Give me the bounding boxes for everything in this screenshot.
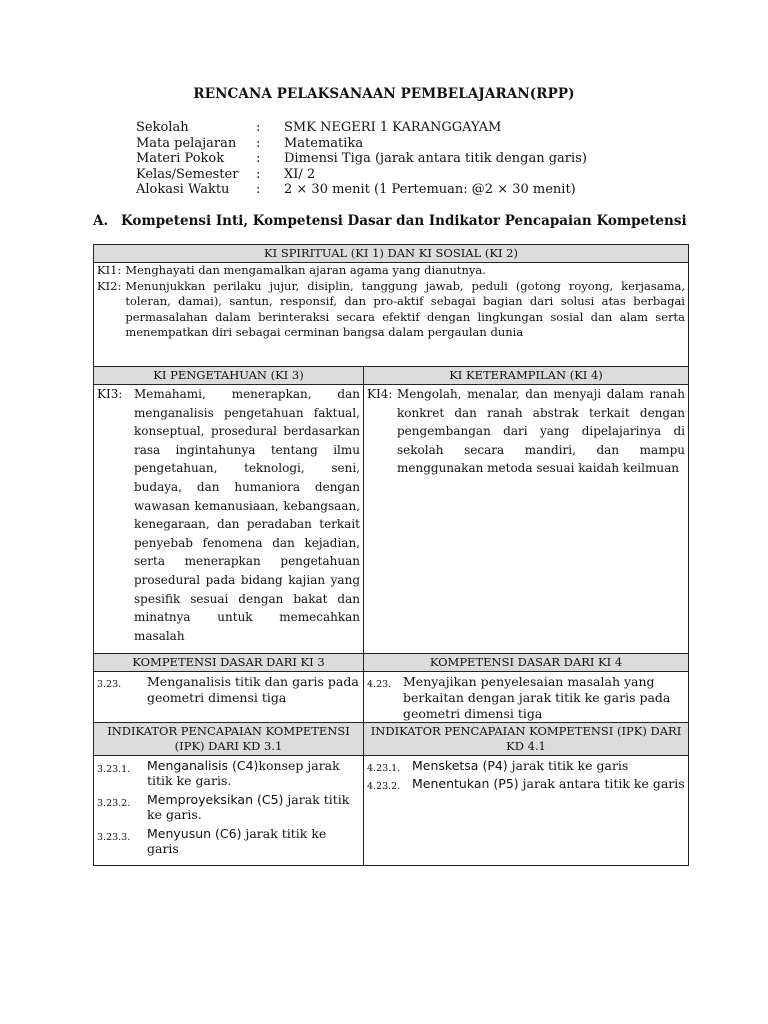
ipk4-cell (364, 756, 689, 866)
ki12-header: KI SPIRITUAL (KI 1) DAN KI SOSIAL (KI 2) (94, 245, 689, 263)
ki3-text: Memahami, menerapkan, dan menganalisis pengetahuan faktual, konseptual, prosedural berdasarkan rasa ingintahunya tentang ilmu pengetahuan, teknologi, seni, budaya, dan humaniora dengan wawasan kemanusiaan, kebangsaan, kenegaraan, dan peradaban terkait penyebab fenomena dan kejadian, serta menerapkan pengetahuan prosedural pada bidang kajian yang spesifik sesuai dengan bakat dan minatnya untuk memecahkan masalah (134, 387, 360, 643)
kd4-number: 4.23. (367, 679, 392, 690)
ki12-cell (94, 263, 689, 367)
kd3-number: 3.23. (97, 679, 122, 690)
ipk-verb: Memproyeksikan (C5) (147, 792, 284, 807)
kd3-header: KOMPETENSI DASAR DARI KI 3 (94, 654, 364, 672)
ki3-header: KI PENGETAHUAN (KI 3) (94, 367, 364, 385)
ki4-label: KI4: (367, 387, 393, 401)
ipk-verb: Menyusun (C6) (147, 826, 242, 841)
competency-table (93, 244, 689, 866)
ipk-number: 3.23.2. (97, 798, 131, 809)
list-item (97, 758, 360, 788)
identity-block (136, 120, 587, 198)
meta-row-subject (136, 136, 587, 152)
meta-value: XI/ 2 (284, 166, 316, 182)
ipk-text: jarak titik ke garis (147, 826, 327, 856)
meta-key: Mata pelajaran (136, 135, 237, 151)
meta-key: Sekolah (136, 120, 189, 135)
meta-row-time (136, 182, 587, 198)
meta-value: Matematika (284, 135, 364, 151)
meta-colon: : (256, 135, 261, 151)
ki2-line (97, 279, 685, 341)
meta-colon: : (256, 151, 261, 166)
section-number: A. (93, 213, 109, 229)
document-title: RENCANA PELAKSANAAN PEMBELAJARAN(RPP) (193, 86, 575, 102)
meta-row-school (136, 120, 587, 136)
list-item (97, 792, 360, 822)
ipk-verb: Menganalisis (C4) (147, 758, 259, 773)
ipk3-cell (94, 756, 364, 866)
meta-row-topic (136, 151, 587, 167)
meta-colon: : (256, 120, 261, 135)
kd4-cell (364, 672, 689, 723)
kd3-text: Menganalisis titik dan garis pada geometri dimensi tiga (147, 674, 359, 705)
kd4-header: KOMPETENSI DASAR DARI KI 4 (364, 654, 689, 672)
ipk3-header: INDIKATOR PENCAPAIAN KOMPETENSI (IPK) DARI KD 3.1 (94, 723, 364, 756)
ki2-text: Menunjukkan perilaku jujur, disiplin, tanggung jawab, peduli (gotong royong, kerjasama, toleran, damai), santun, responsif, dan pro-aktif sebagai bagian dari solusi atas berbagai permasalahan dalam berinteraksi secara efektif dengan lingkungan sosial dan alam serta menempatkan diri sebagai cerminan bangsa dalam pergaulan dunia (125, 278, 685, 339)
ipk-text: jarak titik ke garis. (147, 792, 350, 822)
ipk-number: 3.23.1. (97, 764, 131, 775)
ki4-cell (364, 385, 689, 654)
list-item (367, 758, 685, 776)
ipk-text: jarak antara titik ke garis (518, 776, 685, 791)
ipk-number: 4.23.2. (367, 781, 401, 792)
kd3-cell (94, 672, 364, 723)
ipk-number: 3.23.3. (97, 832, 131, 843)
meta-colon: : (256, 182, 261, 197)
ki4-header: KI KETERAMPILAN (KI 4) (364, 367, 689, 385)
ki4-text: Mengolah, menalar, dan menyaji dalam ranah konkret dan ranah abstrak terkait dengan pengembangan dari yang dipelajarinya di sekolah secara mandiri, dan mampu menggunakan metoda sesuai kaidah keilmuan (397, 387, 685, 476)
meta-value: Dimensi Tiga (jarak antara titik dengan garis) (284, 151, 587, 166)
ki1-line (97, 263, 685, 279)
meta-value: SMK NEGERI 1 KARANGGAYAM (284, 120, 502, 135)
meta-key: Materi Pokok (136, 151, 225, 166)
section-title: Kompetensi Inti, Kompetensi Dasar dan Indikator Pencapaian Kompetensi (121, 213, 687, 229)
ipk-verb: Menentukan (P5) (412, 776, 519, 791)
list-item (97, 826, 360, 856)
ipk-verb: Mensketsa (P4) (412, 758, 508, 773)
meta-row-class (136, 167, 587, 183)
meta-colon: : (256, 166, 261, 182)
section-heading (93, 213, 687, 229)
list-item (367, 776, 685, 794)
kd4-text: Menyajikan penyelesaian masalah yang berkaitan dengan jarak titik ke garis pada geometri dimensi tiga (403, 674, 671, 721)
ipk-number: 4.23.1. (367, 763, 401, 774)
ipk-text: jarak titik ke garis (507, 758, 629, 773)
ki1-label: KI1: (97, 263, 122, 277)
ki3-cell (94, 385, 364, 654)
meta-key: Alokasi Waktu (136, 182, 230, 197)
meta-key: Kelas/Semester (136, 166, 239, 182)
ki3-label: KI3: (97, 387, 123, 401)
ipk-text: konsep jarak titik ke garis. (147, 758, 340, 788)
meta-value: 2 × 30 menit (1 Pertemuan: @2 × 30 menit) (284, 182, 576, 197)
ki1-text: Menghayati dan mengamalkan ajaran agama yang dianutnya. (125, 263, 486, 277)
ki2-label: KI2: (97, 278, 122, 293)
ipk4-header: INDIKATOR PENCAPAIAN KOMPETENSI (IPK) DARI KD 4.1 (364, 723, 689, 756)
